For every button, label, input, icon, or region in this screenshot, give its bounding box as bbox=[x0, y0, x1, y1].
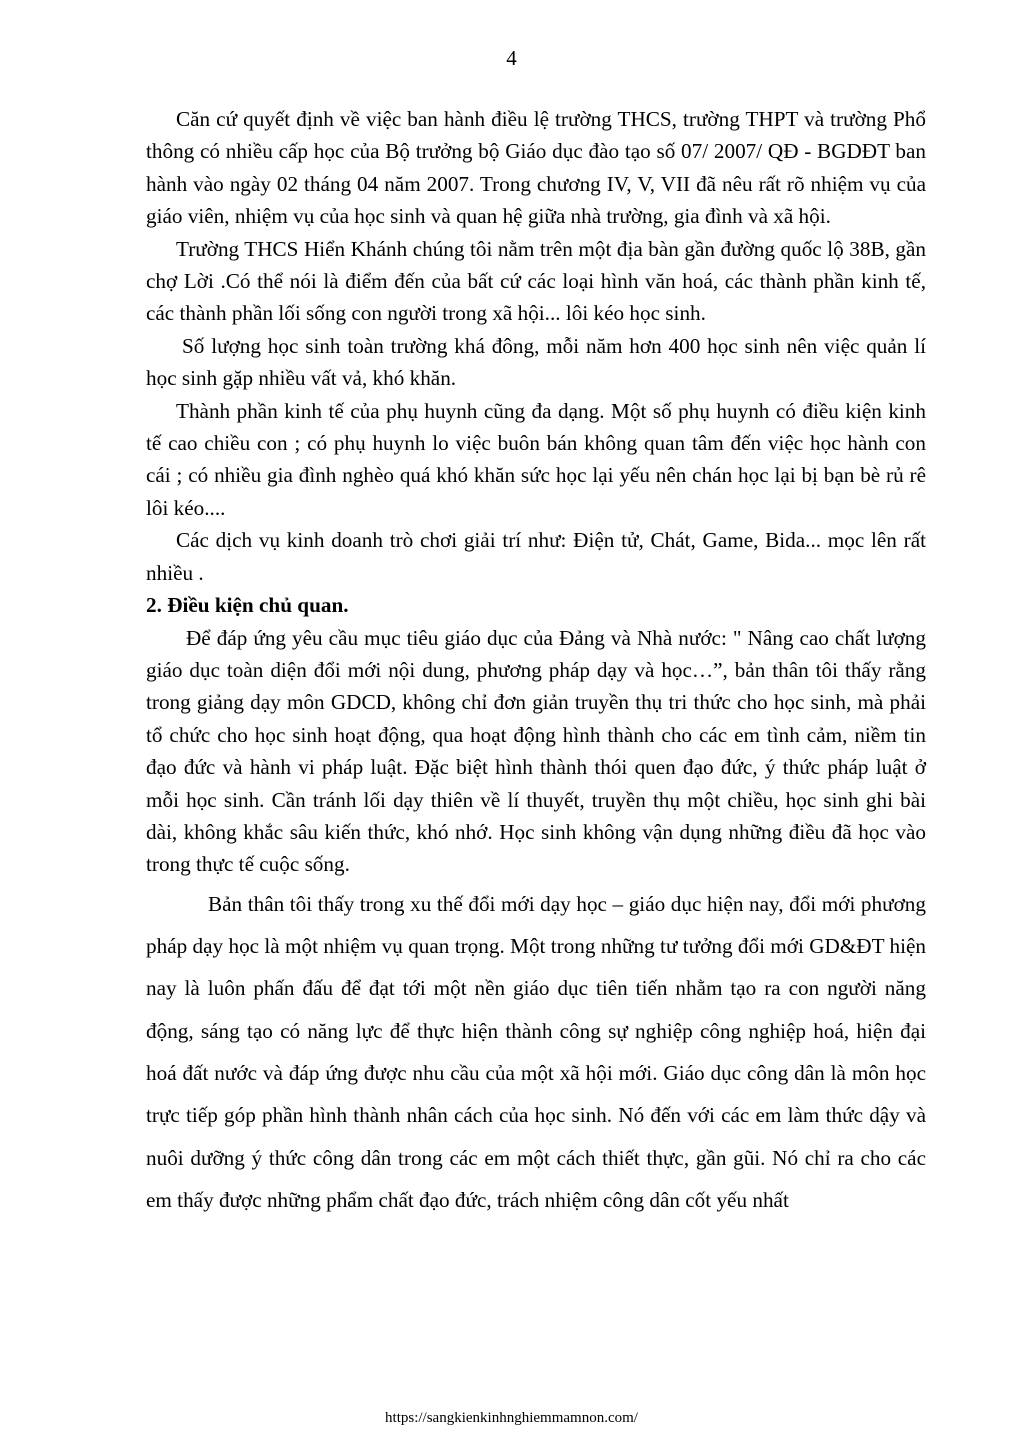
paragraph-entertainment-services: Các dịch vụ kinh doanh trò chơi giải trí như: Điện tử, Chát, Game, Bida... mọc lên rất nhiều . bbox=[146, 528, 926, 585]
footer-url: https://sangkienkinhnghiemmamnon.com/ bbox=[385, 1410, 638, 1426]
page-number: 4 bbox=[506, 46, 517, 70]
paragraph-parent-economy: Thành phần kinh tế của phụ huynh cũng đa dạng. Một số phụ huynh có điều kiện kinh tế cao chiều con ; có phụ huynh lo việc buôn bán không quan tâm đến việc học hành con cái ; có nhiều gia đình nghèo quá khó khăn sức học lại yếu nên chán học lại bị bạn bè rủ rê lôi kéo.... bbox=[146, 398, 926, 520]
paragraph-student-count: Số lượng học sinh toàn trường khá đông, mỗi năm hơn 400 học sinh nên việc quản lí học sinh gặp nhiều vất vả, khó khăn. bbox=[146, 333, 926, 391]
paragraph-education-goals: Để đáp ứng yêu cầu mục tiêu giáo dục của Đảng và Nhà nước: " Nâng cao chất lượng giáo dục toàn diện đổi mới nội dung, phương pháp dạy và học…”, bản thân tôi thấy rằng trong giảng dạy môn GDCD, không chỉ đơn giản truyền thụ tri thức cho học sinh, mà phải tổ chức cho học sinh hoạt động, qua hoạt động hình thành cho các em tình cảm, niềm tin đạo đức và hành vi pháp luật. Đặc biệt hình thành thói quen đạo đức, ý thức pháp luật ở mỗi học sinh. Cần tránh lối dạy thiên về lí thuyết, truyền thụ một chiều, học sinh ghi bài dài, không khắc sâu kiến thức, khó nhớ. Học sinh không vận dụng những điều đã học vào trong thực tế cuộc sống. bbox=[146, 625, 926, 877]
paragraph-school-location: Trường THCS Hiển Khánh chúng tôi nằm trên một địa bàn gần đường quốc lộ 38B, gần chợ Lời .Có thể nói là điểm đến của bất cứ các loại hình văn hoá, các thành phần kinh tế, các thành phần lối sống con người trong xã hội... lôi kéo học sinh. bbox=[146, 236, 926, 326]
paragraph-legal-basis: Căn cứ quyết định về việc ban hành điều lệ trường THCS, trường THPT và trường Phổ thông có nhiều cấp học của Bộ trưởng bộ Giáo dục đào tạo số 07/ 2007/ QĐ - BGDĐT ban hành vào ngày 02 tháng 04 năm 2007. Trong chương IV, V, VII đã nêu rất rõ nhiệm vụ của giáo viên, nhiệm vụ của học sinh và quan hệ giữa nhà trường, gia đình và xã hội. bbox=[146, 107, 926, 229]
paragraph-teaching-innovation: Bản thân tôi thấy trong xu thế đổi mới dạy học – giáo dục hiện nay, đổi mới phương pháp dạy học là một nhiệm vụ quan trọng. Một trong những tư tưởng đổi mới GD&ĐT hiện nay là luôn phấn đấu để đạt tới một nền giáo dục tiên tiến nhằm tạo ra con người năng động, sáng tạo có năng lực để thực hiện thành công sự nghiệp công nghiệp hoá, hiện đại hoá đất nước và đáp ứng được nhu cầu của một xã hội mới. Giáo dục công dân là môn học trực tiếp góp phần hình thành nhân cách của học sinh. Nó đến với các em làm thức dậy và nuôi dưỡng ý thức công dân trong các em một cách thiết thực, gần gũi. Nó chỉ ra cho các em thấy được những phẩm chất đạo đức, trách nhiệm công dân cốt yếu nhất bbox=[146, 891, 926, 1212]
section-heading-subjective-conditions: 2. Điều kiện chủ quan. bbox=[146, 593, 349, 618]
document-body bbox=[146, 103, 926, 1221]
